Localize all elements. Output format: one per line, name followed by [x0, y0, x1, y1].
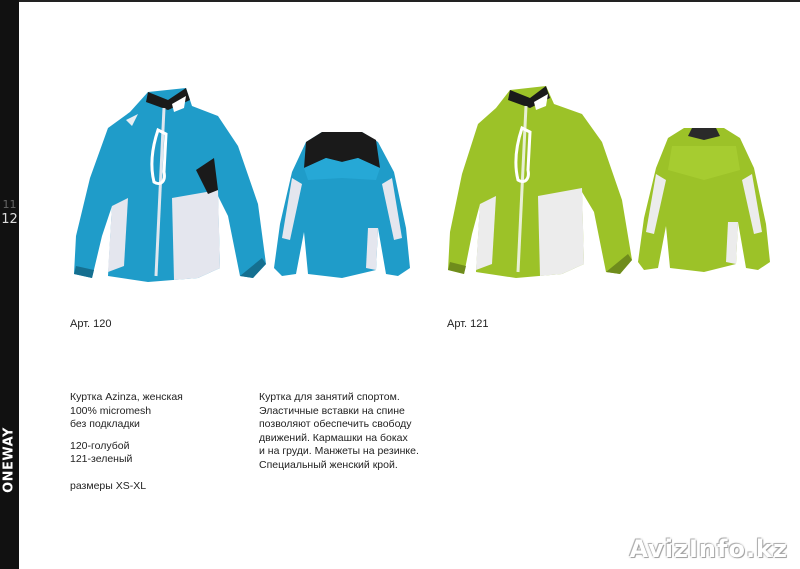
catalog-sidebar — [0, 0, 19, 569]
blue-jacket-front-image — [68, 86, 272, 284]
prev-page-number: 11 — [2, 198, 17, 211]
product-specs — [70, 391, 183, 493]
product-description — [259, 391, 419, 472]
spec-line: размеры XS-XL — [70, 479, 147, 492]
description-line: Куртка для занятий спортом. — [259, 391, 400, 403]
spec-line: 120-голубой — [70, 439, 130, 452]
description-line: позволяют обеспечить свободу — [259, 418, 412, 430]
description-line: Эластичные вставки на спине — [259, 404, 405, 417]
article-number-121: Арт. 121 — [447, 318, 489, 330]
spec-line: 121-зеленый — [70, 453, 133, 465]
description-line: и на груди. Манжеты на резинке. — [259, 445, 419, 457]
green-jacket-front-image — [446, 84, 638, 278]
description-line: Специальный женский крой. — [259, 458, 398, 471]
spec-line: Куртка Azinza, женская — [70, 391, 183, 403]
article-number-120: Арт. 120 — [70, 318, 112, 330]
top-border — [19, 0, 800, 2]
blue-jacket-back-image — [272, 128, 412, 280]
spec-line: без подкладки — [70, 418, 140, 430]
site-watermark: AvizInfo.kz — [629, 535, 788, 563]
description-line: движений. Кармашки на боках — [259, 431, 408, 444]
green-jacket-back-image — [636, 124, 772, 274]
brand-logo: ONEWAY — [1, 427, 17, 493]
current-page-number: 12 — [1, 212, 18, 227]
spec-line: 100% micromesh — [70, 404, 152, 417]
